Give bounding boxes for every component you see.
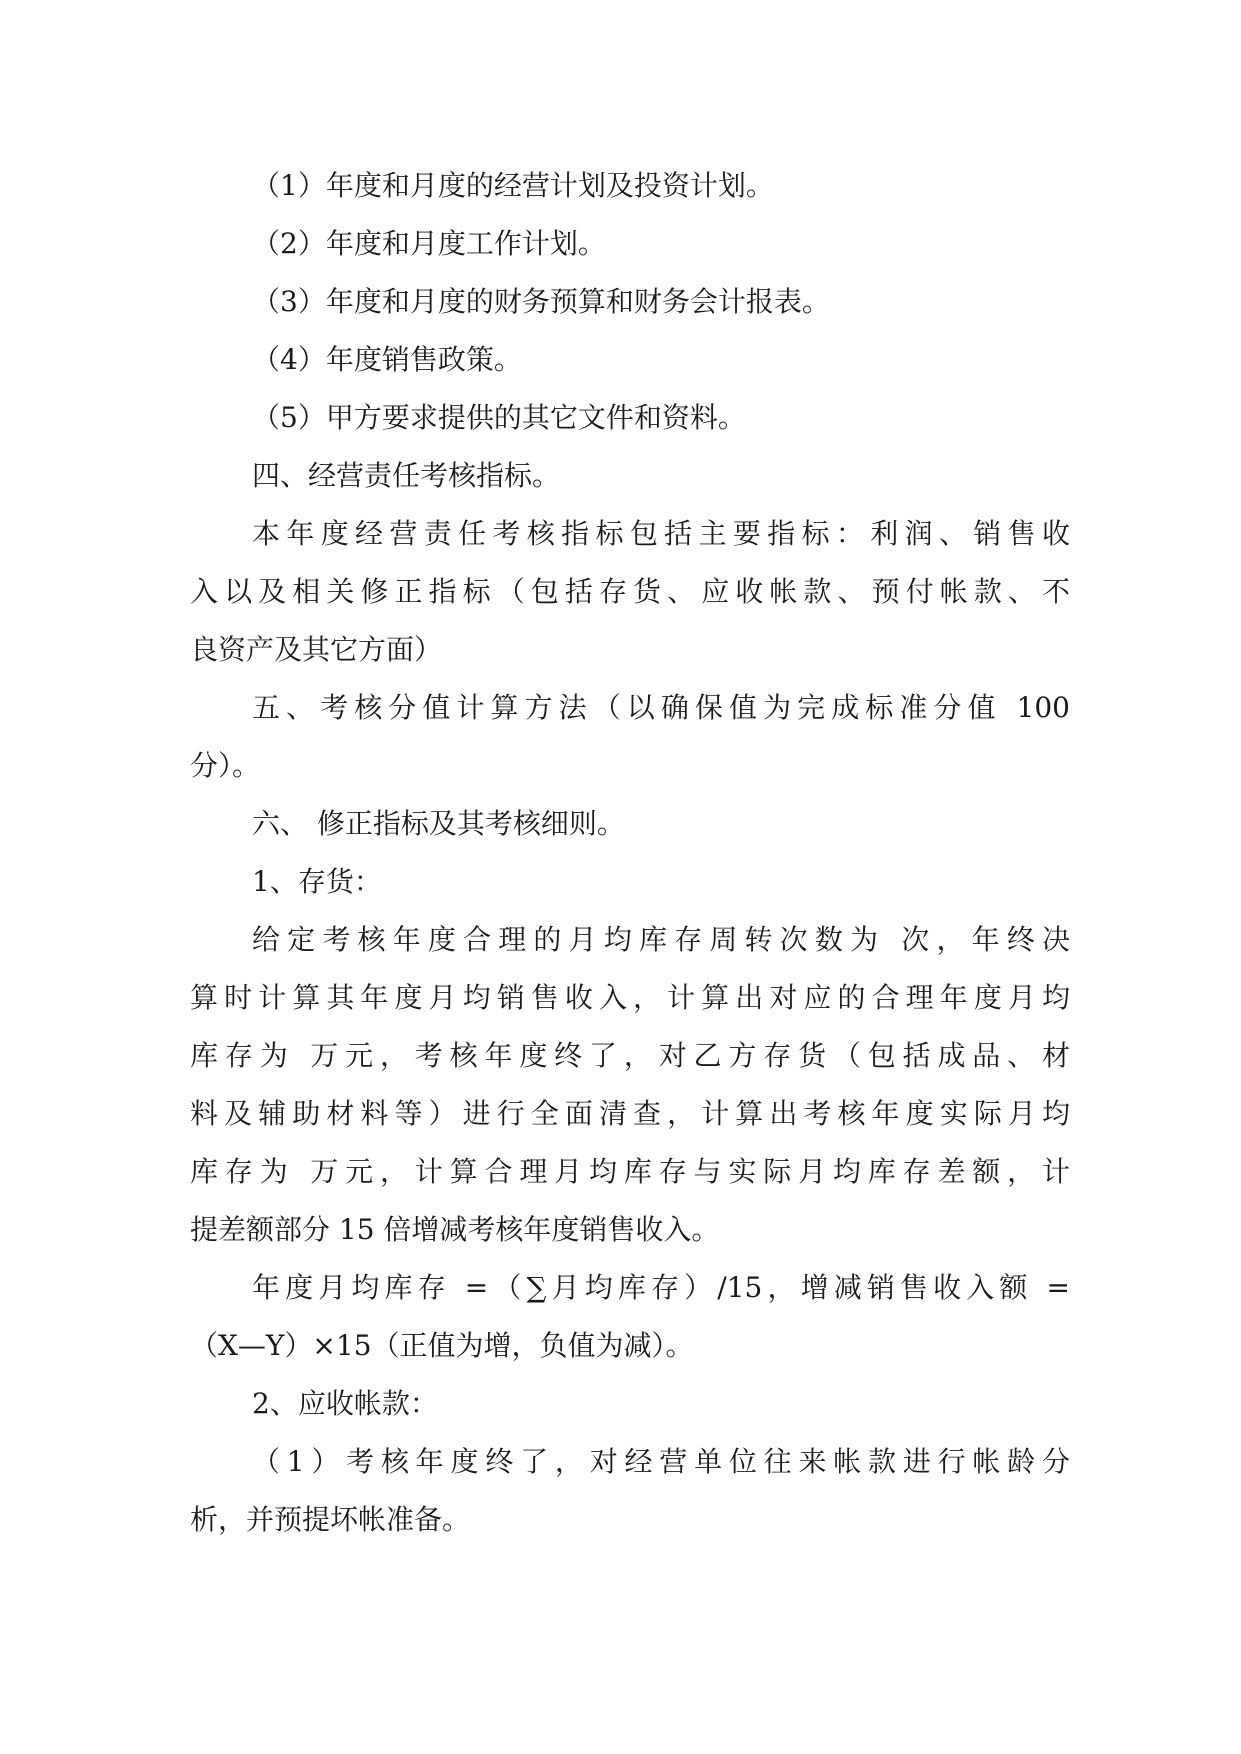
paragraph-line: 提差额部分 15 倍增减考核年度销售收入。 xyxy=(190,1213,720,1246)
subsection-receivables-heading: 2、应收帐款： xyxy=(252,1387,438,1420)
section-4-heading: 四、经营责任考核指标。 xyxy=(252,459,561,492)
paragraph-line: 析，并预提坏帐准备。 xyxy=(190,1503,471,1536)
paragraph-line: 库存为 万元，考核年度终了，对乙方存货（包括成品、材 xyxy=(190,1039,1070,1072)
section-6-heading: 六、 修正指标及其考核细则。 xyxy=(252,807,625,840)
paragraph-line: 库存为 万元，计算合理月均库存与实际月均库存差额，计 xyxy=(190,1155,1070,1188)
paragraph-line: 本年度经营责任考核指标包括主要指标：利润、销售收 xyxy=(252,517,1070,550)
paragraph-line: 良资产及其它方面） xyxy=(190,633,443,666)
item-1-annual-monthly-business-plan: （1）年度和月度的经营计划及投资计划。 xyxy=(252,169,774,202)
paragraph-line: （1）考核年度终了，对经营单位往来帐款进行帐龄分 xyxy=(252,1445,1070,1478)
item-2-work-plan: （2）年度和月度工作计划。 xyxy=(252,227,606,260)
paragraph-line: 入以及相关修正指标（包括存货、应收帐款、预付帐款、不 xyxy=(190,575,1070,608)
paragraph-line: 分）。 xyxy=(190,749,261,782)
formula-line: （X—Y）×15（正值为增，负值为减）。 xyxy=(190,1329,694,1362)
paragraph-line: 料及辅助材料等）进行全面清查，计算出考核年度实际月均 xyxy=(190,1097,1070,1130)
item-5-other-documents: （5）甲方要求提供的其它文件和资料。 xyxy=(252,401,746,434)
paragraph-line: 给定考核年度合理的月均库存周转次数为 次，年终决 xyxy=(252,923,1070,956)
item-4-sales-policy: （4）年度销售政策。 xyxy=(252,343,522,376)
item-3-financial-budget: （3）年度和月度的财务预算和财务会计报表。 xyxy=(252,285,830,318)
paragraph-line: 算时计算其年度月均销售收入，计算出对应的合理年度月均 xyxy=(190,981,1070,1014)
subsection-inventory-heading: 1、存货： xyxy=(252,865,382,898)
formula-line: 年度月均库存 =（∑月均库存）/15，增减销售收入额 = xyxy=(252,1271,1070,1304)
section-5-heading: 五、考核分值计算方法（以确保值为完成标准分值 100 xyxy=(252,691,1070,724)
